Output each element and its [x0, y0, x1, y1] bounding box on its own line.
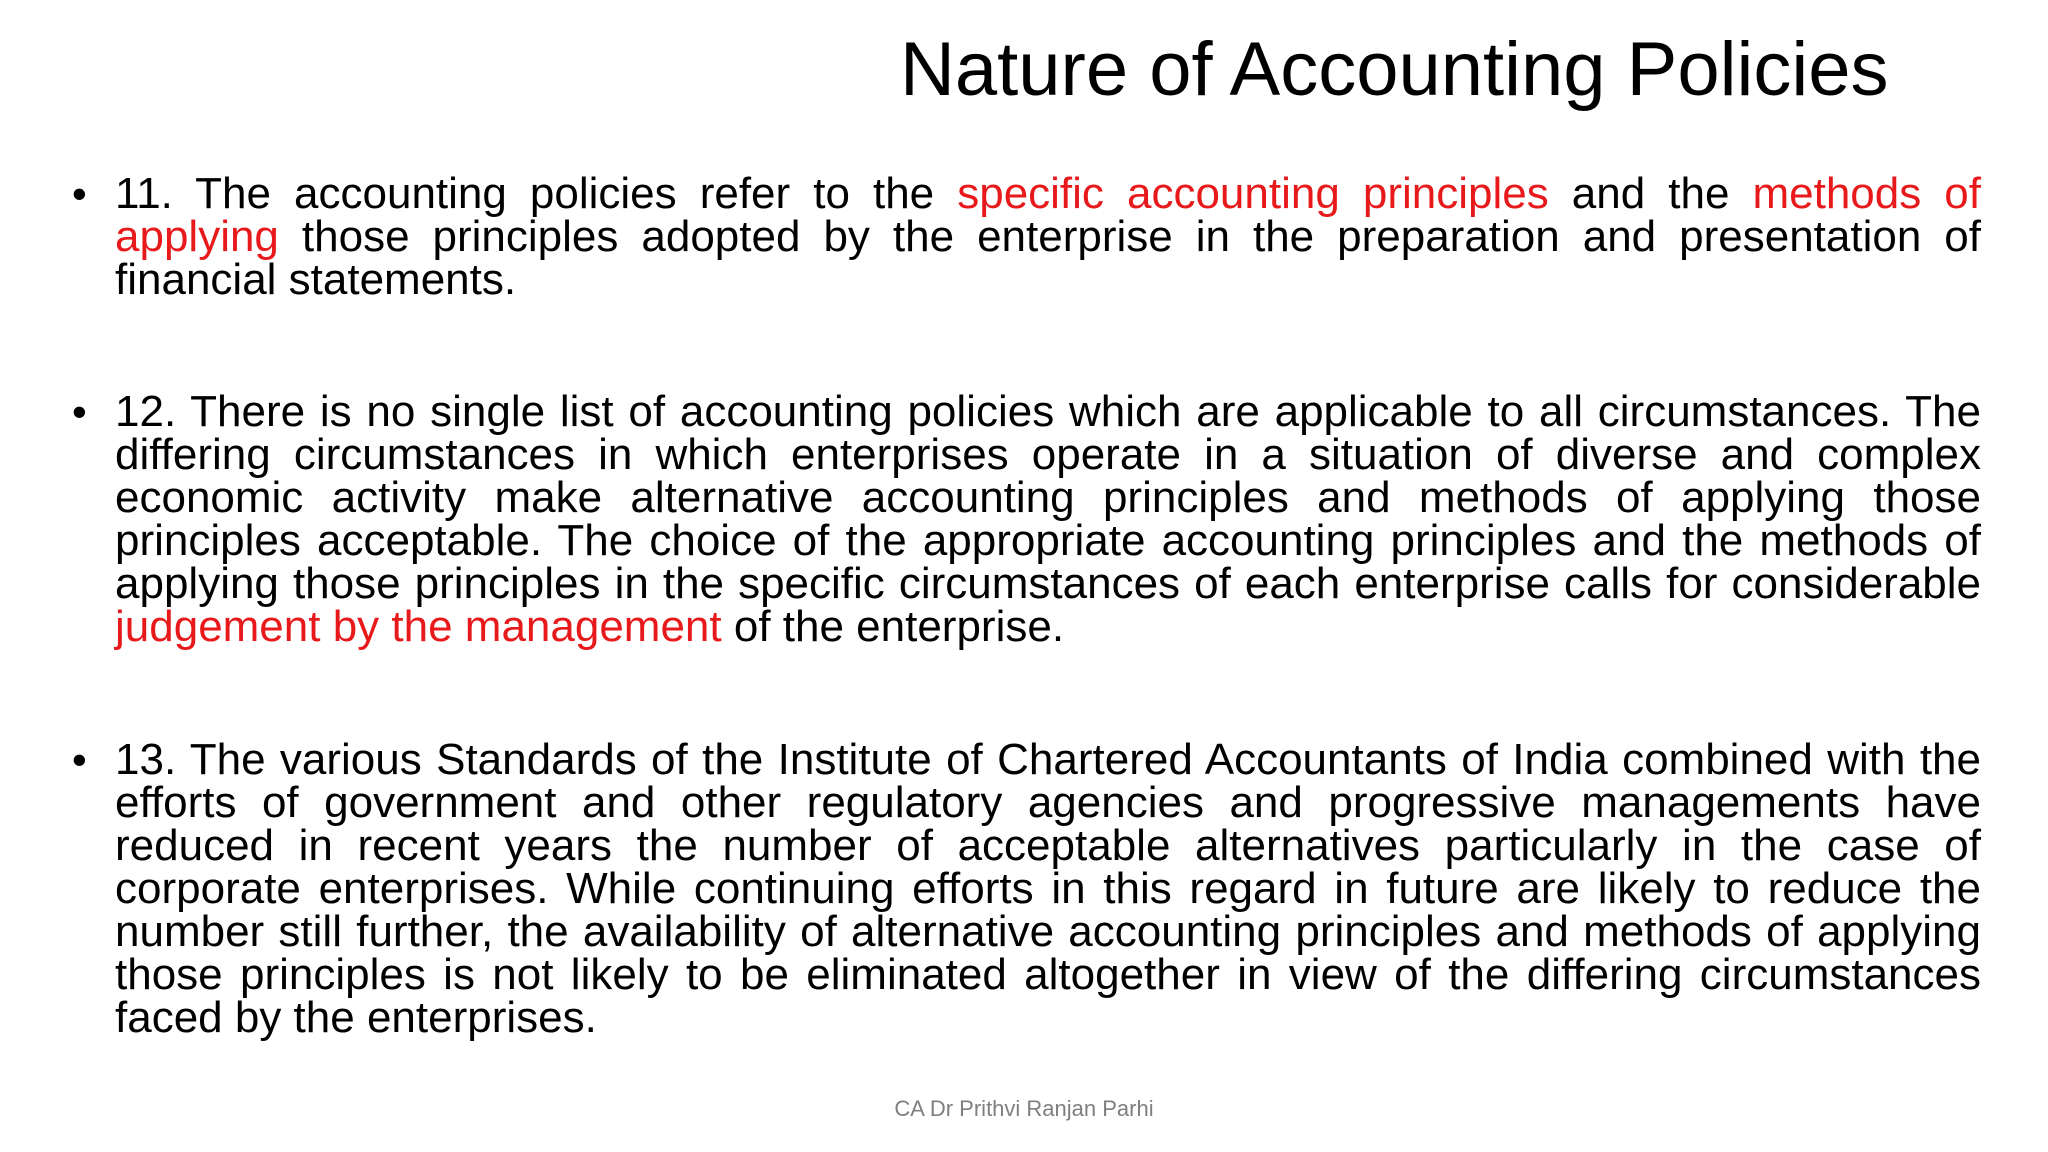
text-segment: of the enterprise.: [721, 602, 1065, 651]
text-segment: those principles adopted by the enterprise in the preparation and presentation of financial statements.: [115, 212, 1981, 304]
text-segment: 12. There is no single list of accounting policies which are applicable to all circumstances. The differing circumstances in which enterprises operate in a situation of diverse and complex economic activity make alternative accounting principles and methods of applying those principles acceptable. The choice of the appropriate accounting principles and the methods of applying those principles in the specific circumstances of each enterprise calls for considerable: [115, 387, 1981, 608]
text-segment: and the: [1548, 169, 1753, 218]
bullet-text: [115, 169, 1981, 304]
bullet-text: [115, 735, 1981, 1042]
text-segment: 13. The various Standards of the Institute of Chartered Accountants of India combined with the efforts of government and other regulatory agencies and progressive managements have reduced in recent years the number of acceptable alternatives particularly in the case of corporate enterprises. While continuing efforts in this regard in future are likely to reduce the number still further, the availability of alternative accounting principles and methods of applying those principles is not likely to be eliminated altogether in view of the differing circumstances faced by the enterprises.: [115, 735, 1981, 1042]
highlighted-text: judgement by the management: [115, 602, 722, 651]
bullet-icon: •: [72, 736, 87, 783]
bullet-icon: •: [72, 388, 87, 435]
bullet-text: [115, 387, 1981, 651]
highlighted-text: specific accounting principles: [957, 169, 1549, 218]
bullet-icon: •: [72, 170, 87, 217]
slide-title: Nature of Accounting Policies: [900, 27, 1889, 112]
slide-footer: CA Dr Prithvi Ranjan Parhi: [894, 1096, 1154, 1121]
highlighted-text: methods of applying: [115, 169, 1981, 261]
text-segment: 11. The accounting policies refer to the: [115, 169, 958, 218]
